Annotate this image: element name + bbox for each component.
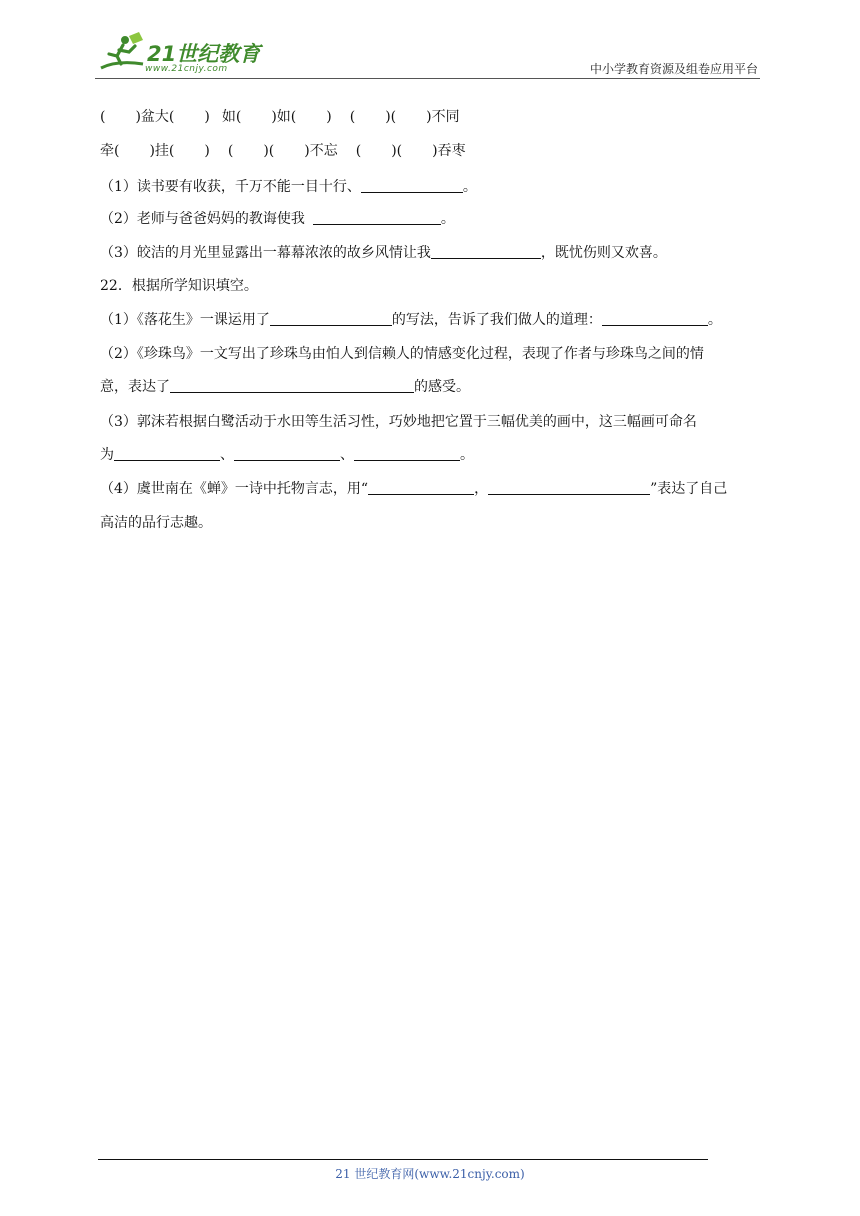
answer-blank[interactable] [431, 244, 541, 259]
question-22-3b [100, 444, 474, 464]
question-title: 22．根据所学知识填空。 [100, 278, 258, 294]
idiom-text: )吞枣 [432, 143, 466, 159]
idiom-text: )( [385, 109, 397, 125]
question-text: 的写法，告诉了我们做人的道理： [391, 312, 602, 328]
question-22-2a [100, 343, 704, 363]
idiom-text: 如( [221, 109, 242, 125]
question-text: 为 [100, 447, 114, 463]
answer-blank[interactable] [313, 210, 441, 225]
question-22-title [100, 275, 258, 295]
question-text: （2）老师与爸爸妈妈的教诲使我 [100, 211, 305, 227]
question-text: （2）《珍珠鸟》一文写出了珍珠鸟由怕人到信赖人的情感变化过程，表现了作者与珍珠鸟之间的情 [100, 346, 704, 362]
logo-subtext: www.21cnjy.com [145, 64, 228, 74]
question-text: 。 [440, 211, 455, 227]
idiom-text: ) [204, 109, 210, 125]
idiom-text: ( [100, 109, 106, 125]
idiom-text: )如( [271, 109, 297, 125]
question-text: 的感受。 [414, 379, 470, 395]
question-text: 意，表达了 [100, 379, 170, 395]
idiom-text: 牵( [100, 143, 120, 159]
question-text: ， [474, 481, 489, 497]
question-21-3 [100, 242, 667, 262]
header-divider [95, 78, 760, 79]
answer-blank[interactable] [114, 446, 220, 461]
idiom-text: ( [355, 143, 362, 159]
idiom-text: )不同 [426, 109, 460, 125]
question-22-4a [100, 478, 727, 498]
idiom-text: ) [326, 109, 332, 125]
idiom-text: )不忘 [304, 143, 338, 159]
logo-text: 21世纪教育 [147, 42, 261, 66]
question-text: 、 [220, 447, 234, 463]
idiom-text: )( [391, 143, 403, 159]
answer-blank[interactable] [170, 378, 414, 393]
idiom-text: ( [349, 109, 356, 125]
question-text: 、 [340, 447, 354, 463]
idiom-text: ( [227, 143, 234, 159]
site-logo [95, 32, 265, 76]
idiom-text: )挂( [149, 143, 175, 159]
answer-blank[interactable] [488, 480, 650, 495]
answer-blank[interactable] [234, 446, 340, 461]
idiom-text: )( [263, 143, 275, 159]
question-22-3a [100, 411, 697, 431]
question-22-1 [100, 309, 722, 329]
answer-blank[interactable] [602, 311, 708, 326]
question-text: （4）虞世南在《蝉》一诗中托物言志，用“ [100, 481, 369, 497]
idiom-text: ) [204, 143, 210, 159]
answer-blank[interactable] [354, 446, 460, 461]
answer-blank[interactable] [361, 178, 463, 193]
question-21-1 [100, 176, 477, 196]
question-text: 高洁的品行志趣。 [100, 515, 212, 531]
question-21-2 [100, 208, 455, 228]
page-header [95, 32, 760, 80]
page-footer: 21 世纪教育网(www.21cnjy.com) [335, 1167, 525, 1181]
header-platform-name: 中小学教育资源及组卷应用平台 [589, 62, 758, 76]
question-text: ”表达了自己 [650, 481, 728, 497]
question-text: 。 [460, 447, 474, 463]
question-text: （3）郭沫若根据白鹭活动于水田等生活习性，巧妙地把它置于三幅优美的画中，这三幅画可命名 [100, 414, 697, 430]
question-text: （1）《落花生》一课运用了 [100, 312, 270, 328]
footer-divider [98, 1159, 708, 1160]
idiom-text: )盆大( [135, 109, 175, 125]
idiom-row-1 [100, 106, 460, 126]
idiom-row-2 [100, 140, 466, 160]
question-22-2b [100, 376, 470, 396]
question-text: ，既忧伤则又欢喜。 [540, 245, 667, 261]
question-22-4b [100, 512, 212, 532]
question-text: 。 [707, 312, 722, 328]
question-text: （1）读书要有收获，千万不能一目十行、 [100, 179, 361, 195]
answer-blank[interactable] [368, 480, 474, 495]
answer-blank[interactable] [270, 311, 392, 326]
question-text: 。 [462, 179, 477, 195]
question-text: （3）皎洁的月光里显露出一幕幕浓浓的故乡风情让我 [100, 245, 431, 261]
